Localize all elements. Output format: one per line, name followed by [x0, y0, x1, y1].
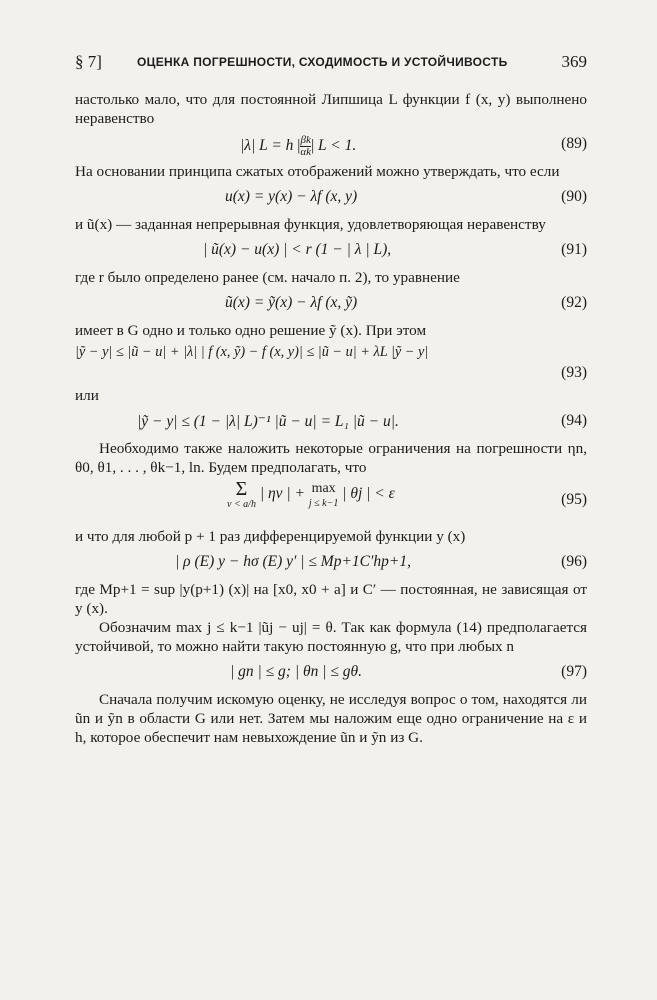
equation-part: | ην | + [259, 485, 306, 503]
paragraph: где Mp+1 = sup |y(p+1) (x)| на [x0, x0 + a] и C′ — постоянная, не зависящая от y (x). [75, 581, 587, 617]
equation-lhs: |λ| L = h [240, 137, 294, 155]
equation-number: (92) [561, 294, 587, 311]
equation-94 [75, 405, 587, 439]
max-subscript: j ≤ k−1 [308, 498, 339, 509]
equation-formula: |λ| L = h | $\frac{\beta k}{\alpha k}$ | L < 1. [240, 134, 357, 158]
page-number: 369 [561, 52, 587, 71]
paragraph: Необходимо также наложить некоторые ограничения на погрешности ηn, θ0, θ1, . . . , θk−1, ln. Будем предполагать, что [75, 440, 587, 476]
equation-89 [75, 128, 587, 162]
paragraph: где r было определено ранее (см. начало п. 2), то уравнение [75, 269, 460, 286]
paragraph: На основании принципа сжатых отображений можно утверждать, что если [75, 163, 560, 180]
equation-formula: | ρ (E) y − hσ (E) y′ | ≤ Mp+1C′hp+1, [175, 553, 411, 570]
section-marker: § 7] [75, 52, 102, 71]
page-body [75, 90, 587, 747]
equation-number: (91) [561, 241, 587, 258]
paragraph: имеет в G одно и только одно решение ỹ (x). При этом [75, 322, 427, 339]
equation-formula: u(x) = y(x) − λf (x, y) [225, 188, 358, 205]
equation-number: (94) [561, 412, 587, 429]
equation-number: (93) [561, 364, 587, 381]
paragraph: и что для любой p + 1 раз дифференцируемой функции y (x) [75, 528, 466, 545]
paragraph: или [75, 387, 99, 404]
equation-95 [75, 477, 587, 527]
paragraph: настолько мало, что для постоянной Липшица L функции f (x, y) выполнено неравенство [75, 91, 587, 127]
paragraph: Обозначим max j ≤ k−1 |ũj − uj| = θ. Так как формула (14) предполагается устойчивой, то можно найти такую постоянную g, что при любых n [75, 619, 587, 655]
running-header [75, 52, 587, 74]
equation-number: (96) [561, 553, 587, 570]
max-word: max [311, 481, 336, 496]
equation-91 [75, 234, 587, 268]
fraction-denominator: αk [300, 146, 312, 158]
equation-96 [75, 546, 587, 580]
equation-number: (90) [561, 188, 587, 205]
equation-rhs: L < 1. [318, 137, 357, 155]
equation-formula: |ỹ − y| ≤ |ũ − u| + |λ| | f (x, ỹ) − f (x, y)| ≤ |ũ − u| + λL |ỹ − y| [75, 344, 429, 360]
equation-90 [75, 181, 587, 215]
paragraph: и ũ(x) — заданная непрерывная функция, удовлетворяющая неравенству [75, 216, 546, 233]
equation-number: (95) [561, 491, 587, 508]
equation-number: (89) [561, 135, 587, 152]
equation-formula: | gn | ≤ g; | θn | ≤ gθ. [230, 663, 362, 680]
equation-number: (97) [561, 663, 587, 680]
equation-97 [75, 656, 587, 690]
equation-92 [75, 287, 587, 321]
equation-formula: | ũ(x) − u(x) | < r (1 − | λ | L), [203, 241, 392, 258]
max-operator [309, 480, 338, 509]
equation-part: | θj | < ε [342, 485, 395, 503]
running-title: ОЦЕНКА ПОГРЕШНОСТИ, СХОДИМОСТЬ И УСТОЙЧИВОСТЬ [137, 55, 508, 69]
fraction [300, 135, 311, 158]
sum-subscript: ν < a/h [227, 499, 256, 510]
fraction-numerator: βk [300, 134, 311, 146]
paragraph: Сначала получим искомую оценку, не исследуя вопрос о том, находятся ли ũn и ỹn в области G или нет. Затем мы наложим еще одно ограничение на ε и h, которое обеспечит нам невыхождение ũn и ỹn из G. [75, 691, 587, 746]
sum-operator [227, 479, 256, 510]
equation-formula: ũ(x) = ỹ(x) − λf (x, ỹ) [225, 294, 358, 311]
equation-formula: |ỹ − y| ≤ (1 − |λ| L)⁻¹ |ũ − u| = L₁ |ũ − u|. [137, 413, 399, 430]
equation-93 [75, 340, 587, 386]
sum-sign: Σ [235, 478, 248, 500]
equation-formula [227, 479, 395, 510]
